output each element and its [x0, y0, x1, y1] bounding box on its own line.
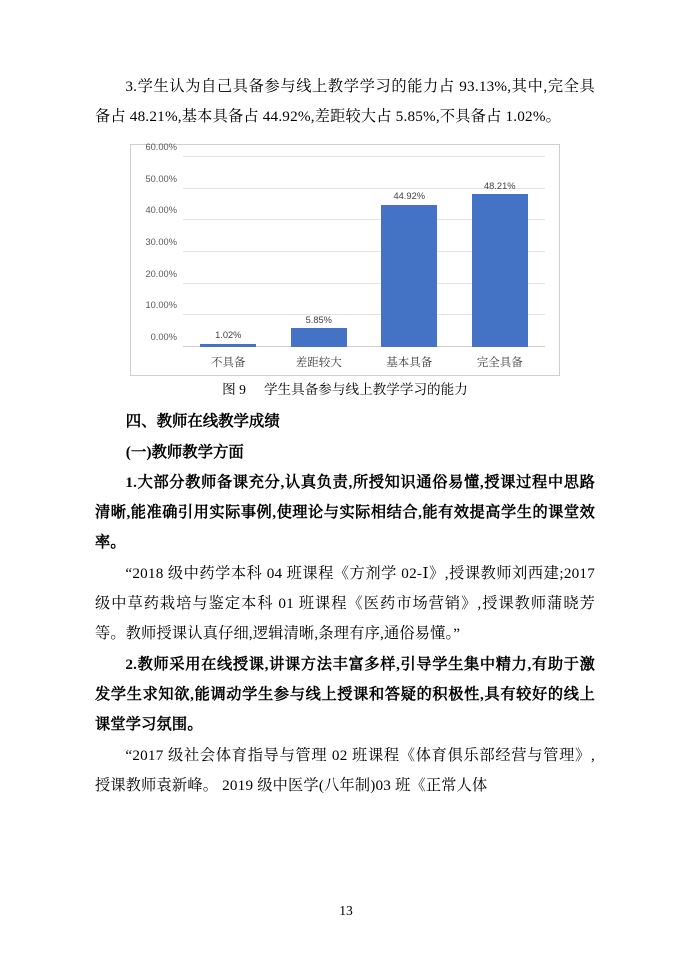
page-content [95, 72, 595, 802]
y-tick-label: 50.00% [145, 173, 177, 184]
x-tick-label: 差距较大 [295, 357, 342, 369]
y-tick-label: 0.00% [150, 332, 177, 342]
bar [472, 194, 528, 347]
paragraph-quote-2: “2017 级社会体育指导与管理 02 班课程《体育俱乐部经营与管理》,授课教师袁新峰。 2019 级中医学(八年制)03 班《正常人体 [95, 747, 595, 794]
paragraph-quote-1: “2018 级中药学本科 04 班课程《方剂学 02-Ⅰ》,授课教师刘西建;2017 级中草药栽培与鉴定本科 01 班课程《医药市场营销》,授课教师蒲晓芳等。教师授课认真仔细,逻辑清晰,条理有序,通俗易懂。” [95, 565, 595, 642]
bar-slot [183, 157, 274, 369]
bar [381, 205, 437, 347]
bar-value-label: 5.85% [305, 314, 332, 325]
x-tick-label: 不具备 [211, 357, 246, 369]
y-tick-label: 40.00% [145, 205, 177, 216]
bar-slot [364, 157, 455, 369]
bar-slot [274, 157, 365, 369]
x-tick-label: 完全具备 [476, 357, 523, 369]
chart-bars [183, 157, 545, 369]
bar-value-label: 44.92% [393, 191, 426, 202]
bar [200, 344, 256, 347]
y-tick-label: 10.00% [145, 300, 177, 311]
page-number: 13 [339, 903, 353, 918]
y-tick-label: 30.00% [145, 237, 177, 247]
figure-caption-label: 图 9 [222, 382, 246, 397]
figure-caption [95, 378, 595, 402]
chart-plot-area [145, 142, 545, 369]
bar-value-label: 48.21% [483, 180, 516, 191]
y-tick-label: 20.00% [145, 268, 177, 279]
figure-chart-ability [130, 144, 560, 376]
x-tick-label: 基本具备 [386, 357, 433, 369]
section-heading: 四、教师在线教学成绩 [125, 413, 280, 430]
y-tick-label: 60.00% [145, 142, 177, 152]
figure-caption-text: 学生具备参与线上教学学习的能力 [263, 382, 468, 397]
paragraph-statistics: 3.学生认为自己具备参与线上教学学习的能力占 93.13%,其中,完全具备占 48.21%,基本具备占 44.92%,差距较大占 5.85%,不具备占 1.02%。 [95, 78, 595, 125]
bar [291, 328, 347, 347]
paragraph-body-2: 2.教师采用在线授课,讲课方法丰富多样,引导学生集中精力,有助于激发学生求知欲,能调动学生参与线上授课和答疑的积极性,具有较好的线上课堂学习氛围。 [95, 656, 595, 733]
subsection-heading: (一)教师教学方面 [125, 444, 244, 461]
bar-slot [455, 157, 546, 369]
bar-value-label: 1.02% [215, 329, 242, 340]
paragraph-body-1: 1.大部分教师备课充分,认真负责,所授知识通俗易懂,授课过程中思路清晰,能准确引用实际事例,使理论与实际相结合,能有效提高学生的课堂效率。 [95, 474, 595, 551]
